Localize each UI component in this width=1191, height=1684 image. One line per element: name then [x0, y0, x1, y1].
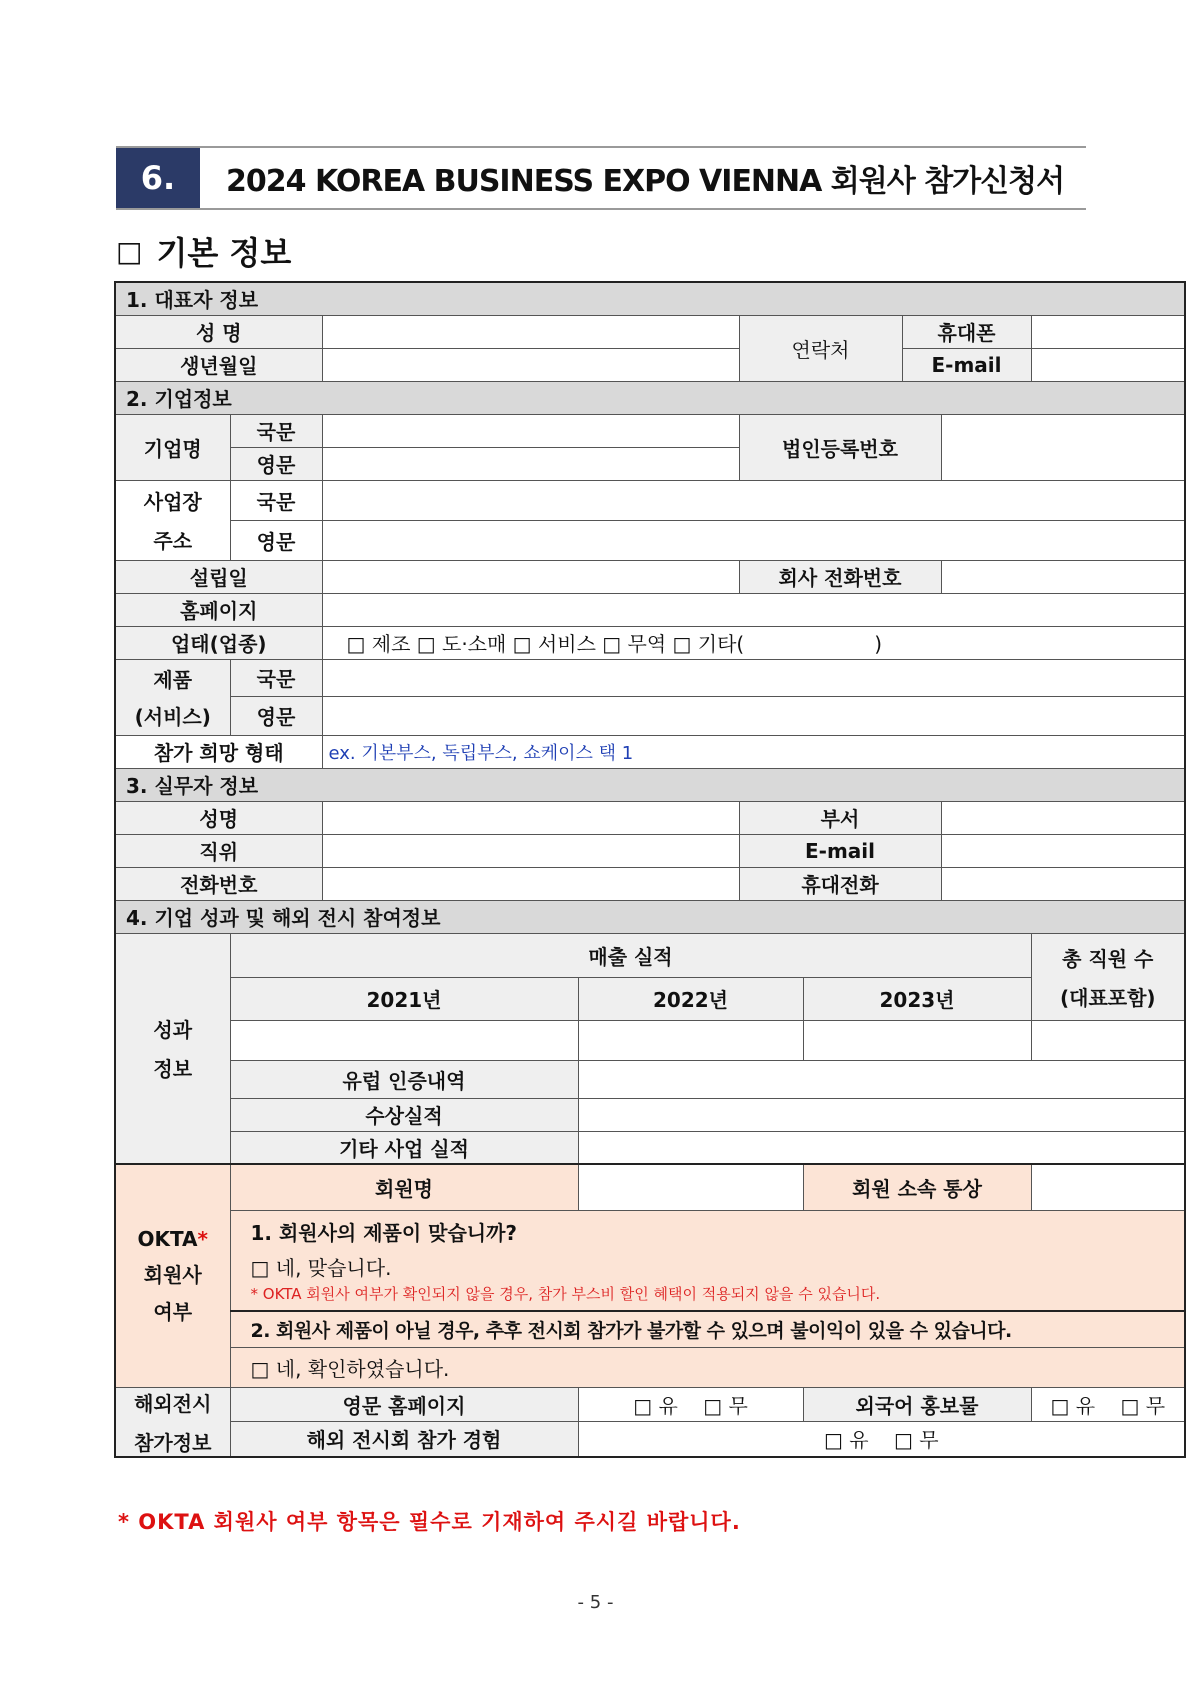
other-achievements-label: 기타 사업 실적 [230, 1131, 578, 1164]
staff-mobile-field[interactable] [941, 867, 1185, 900]
booth-type-hint[interactable]: ex. 기본부스, 독립부스, 쇼케이스 택 1 [322, 735, 1185, 768]
address-english-label: 영문 [230, 520, 322, 560]
staff-name-field[interactable] [322, 801, 739, 834]
staff-email-field[interactable] [941, 834, 1185, 867]
rep-email-field[interactable] [1031, 348, 1185, 381]
product-korean-label: 국문 [230, 659, 322, 696]
address-english-field[interactable] [322, 520, 1185, 560]
product-korean-field[interactable] [322, 659, 1185, 696]
okta-label-line3: 여부 [153, 1299, 193, 1324]
year-2022-header: 2022년 [578, 977, 803, 1020]
okta-required-star: * [197, 1226, 209, 1251]
company-name-label: 기업명 [115, 414, 230, 480]
address-korean-label: 국문 [230, 480, 322, 520]
sales-2021-field[interactable] [230, 1020, 578, 1060]
address-label [115, 480, 230, 560]
reg-no-label: 법인등록번호 [739, 414, 941, 480]
member-name-label: 회원명 [230, 1164, 578, 1210]
year-2023-header: 2023년 [803, 977, 1031, 1020]
company-phone-label: 회사 전화번호 [739, 560, 941, 593]
product-label [115, 659, 230, 735]
rep-birth-field[interactable] [322, 348, 739, 381]
reg-no-field[interactable] [941, 414, 1185, 480]
awards-field[interactable] [578, 1098, 1185, 1131]
employees-header-line1: 총 직원 수 [1062, 946, 1154, 971]
staff-phone-label: 전화번호 [115, 867, 322, 900]
document-title: 2024 KOREA BUSINESS EXPO VIENNA 회원사 참가신청서 [226, 164, 1065, 199]
booth-type-label: 참가 희망 형태 [115, 735, 322, 768]
required-footnote: * OKTA 회원사 여부 항목은 필수로 기재하여 주시길 바랍니다. [118, 1510, 741, 1534]
okta-label [115, 1164, 230, 1387]
homepage-field[interactable] [322, 593, 1185, 626]
page-number: - 5 - [577, 1592, 614, 1613]
okta-label-line2: 회원사 [143, 1262, 202, 1287]
section-number: 6. [116, 148, 200, 208]
rep-birth-label: 생년월일 [115, 348, 322, 381]
product-english-label: 영문 [230, 696, 322, 735]
overseas-label-line2: 참가정보 [134, 1430, 212, 1455]
founded-field[interactable] [322, 560, 739, 593]
employees-header [1031, 933, 1185, 1020]
foreign-promo-options[interactable]: □ 유 □ 무 [1031, 1387, 1185, 1422]
industry-checkboxes[interactable]: □ 제조 □ 도·소매 □ 서비스 □ 무역 □ 기타( [346, 632, 745, 656]
application-form-table [114, 281, 1186, 1458]
rep-name-field[interactable] [322, 315, 739, 348]
industry-other-close: ) [874, 632, 883, 656]
product-english-field[interactable] [322, 696, 1185, 735]
eu-cert-field[interactable] [578, 1060, 1185, 1098]
checkbox-icon: □ [116, 234, 143, 268]
company-name-korean-field[interactable] [322, 414, 739, 447]
staff-section-header: 3. 실무자 정보 [115, 768, 1185, 801]
okta-question-1-check[interactable]: □ 네, 맞습니다. [250, 1255, 392, 1280]
company-name-english-field[interactable] [322, 447, 739, 480]
year-2021-header: 2021년 [230, 977, 578, 1020]
sales-2023-field[interactable] [803, 1020, 1031, 1060]
okta-question-1 [230, 1210, 1185, 1311]
rep-mobile-label: 휴대폰 [902, 315, 1031, 348]
awards-label: 수상실적 [230, 1098, 578, 1131]
homepage-label: 홈페이지 [115, 593, 322, 626]
sales-2022-field[interactable] [578, 1020, 803, 1060]
section-heading-label: 기본 정보 [156, 234, 292, 272]
en-homepage-label: 영문 홈페이지 [230, 1387, 578, 1422]
exhibit-exp-label: 해외 전시회 참가 경험 [230, 1422, 578, 1457]
member-name-field[interactable] [578, 1164, 803, 1210]
perf-label [115, 933, 230, 1164]
founded-label: 설립일 [115, 560, 322, 593]
staff-email-label: E-mail [739, 834, 941, 867]
rep-email-label: E-mail [902, 348, 1031, 381]
staff-position-label: 직위 [115, 834, 322, 867]
member-office-field[interactable] [1031, 1164, 1185, 1210]
okta-question-1-note: * OKTA 회원사 여부가 확인되지 않을 경우, 참가 부스비 할인 혜택이 적용되지 않을 수 있습니다. [250, 1284, 881, 1303]
sales-header: 매출 실적 [230, 933, 1031, 977]
overseas-label-line1: 해외전시 [134, 1391, 212, 1416]
perf-label-line2: 정보 [153, 1057, 193, 1082]
address-label-line1: 사업장 [143, 490, 202, 514]
staff-dept-field[interactable] [941, 801, 1185, 834]
en-homepage-options[interactable]: □ 유 □ 무 [578, 1387, 803, 1422]
staff-name-label: 성명 [115, 801, 322, 834]
company-phone-field[interactable] [941, 560, 1185, 593]
staff-mobile-label: 휴대전화 [739, 867, 941, 900]
staff-dept-label: 부서 [739, 801, 941, 834]
eu-cert-label: 유럽 인증내역 [230, 1060, 578, 1098]
okta-question-2-check[interactable]: □ 네, 확인하였습니다. [230, 1347, 1185, 1387]
document-title-bar [116, 146, 1086, 210]
staff-position-field[interactable] [322, 834, 739, 867]
rep-contact-label: 연락처 [739, 315, 902, 381]
product-label-line1: 제품 [153, 668, 193, 692]
okta-label-line1: OKTA [137, 1226, 198, 1251]
okta-question-1-text: 1. 회원사의 제품이 맞습니까? [250, 1220, 518, 1245]
other-achievements-field[interactable] [578, 1131, 1185, 1164]
industry-options[interactable] [322, 626, 1185, 659]
member-office-label: 회원 소속 통상 [803, 1164, 1031, 1210]
address-label-line2: 주소 [153, 529, 193, 553]
perf-label-line1: 성과 [153, 1018, 193, 1043]
address-korean-field[interactable] [322, 480, 1185, 520]
company-name-english-label: 영문 [230, 447, 322, 480]
company-section-header: 2. 기업정보 [115, 381, 1185, 414]
industry-label: 업태(업종) [115, 626, 322, 659]
rep-section-header: 1. 대표자 정보 [115, 282, 1185, 315]
employees-field[interactable] [1031, 1020, 1185, 1060]
employees-header-line2: (대표포함) [1059, 985, 1156, 1010]
foreign-promo-label: 외국어 홍보물 [803, 1387, 1031, 1422]
product-label-line2: (서비스) [134, 705, 211, 729]
overseas-label [115, 1387, 230, 1457]
perf-section-header: 4. 기업 성과 및 해외 전시 참여정보 [115, 900, 1185, 933]
section-heading [116, 228, 291, 274]
okta-question-2-text: 2. 회원사 제품이 아닐 경우, 추후 전시회 참가가 불가할 수 있으며 불이익이 있을 수 있습니다. [230, 1311, 1185, 1348]
staff-phone-field[interactable] [322, 867, 739, 900]
rep-mobile-field[interactable] [1031, 315, 1185, 348]
company-name-korean-label: 국문 [230, 414, 322, 447]
exhibit-exp-options[interactable]: □ 유 □ 무 [578, 1422, 1185, 1457]
rep-name-label: 성 명 [115, 315, 322, 348]
